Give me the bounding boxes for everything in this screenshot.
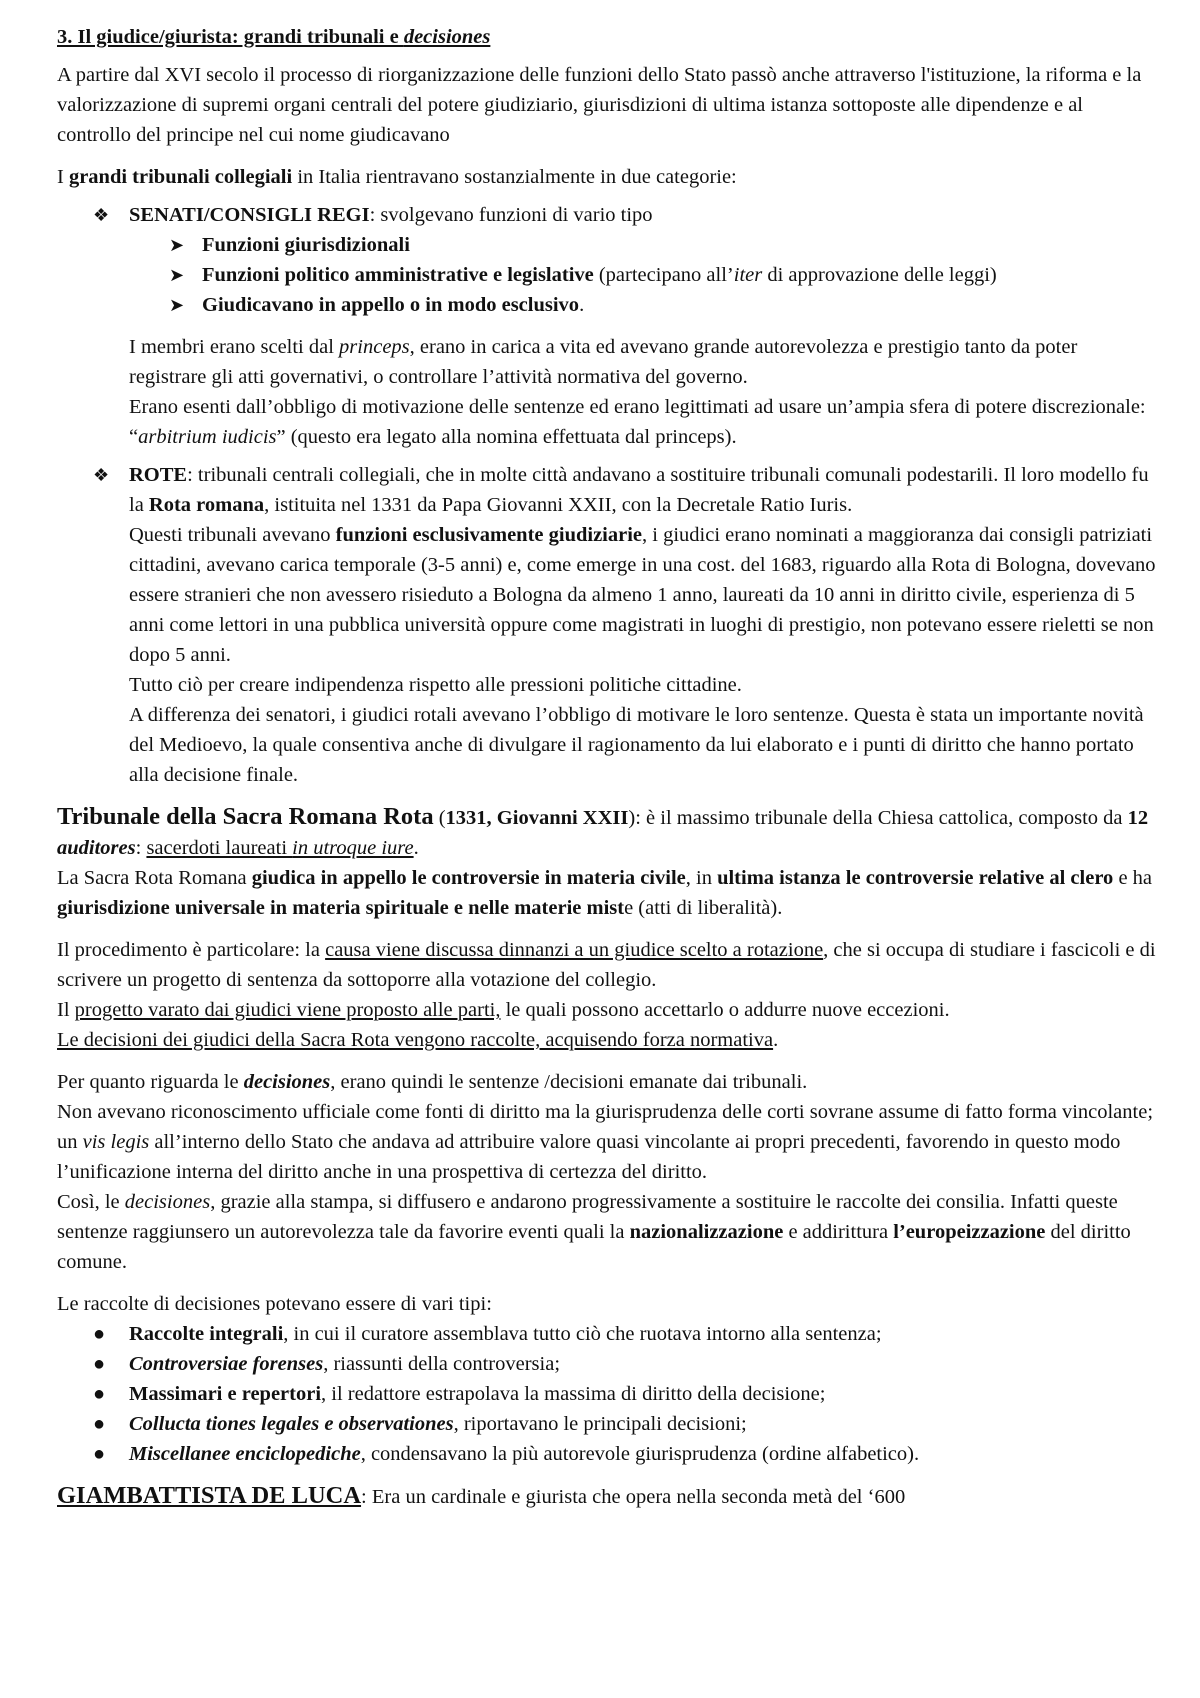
decisiones-recognition: Non avevano riconoscimento ufficiale come fonti di diritto ma la giurisprudenza delle corti sovrane assume di fatto forma vincolante; un vis legis all’interno dello Stato che andava ad attribuire valore quasi vincolante ai propri precedenti, favorendo in questo modo l’unificazione interna del diritto anche in una prospettiva di certezza del diritto. [57,1101,1154,1183]
list-item: ● Raccolte integrali, in cui il curatore assemblava tutto ciò che ruotava intorno alla sentenza; [57,1319,1157,1349]
dot-bullet-icon: ● [93,1383,106,1405]
decisiones-intro: Per quanto riguarda le decisiones, erano quindi le sentenze /decisioni emanate dai tribunali. [57,1071,808,1093]
dot-bullet-icon: ● [93,1323,106,1345]
sacra-rota-title: Tribunale della Sacra Romana Rota [57,803,434,830]
raccolte-intro: Le raccolte di decisiones potevano essere di vari tipi: [57,1293,492,1315]
sub-item-1: ➤ Funzioni giurisdizionali [57,230,1157,260]
senati-title: SENATI/CONSIGLI REGI [129,204,370,226]
sub-item-3: ➤ Giudicavano in appello o in modo esclusivo. [57,290,1157,320]
decisiones-diffusion: Così, le decisiones, grazie alla stampa, si diffusero e andarono progressivamente a sostituire le raccolte dei consilia. Infatti queste sentenze raggiunsero un autorevolezza tale da favorire eventi quali la nazionalizzazione e addirittura l’europeizzazione del diritto comune. [57,1191,1131,1273]
heading-italic: decisiones [403,26,491,48]
raccolte-list [57,1319,1157,1469]
sacra-rota-jurisdiction: La Sacra Rota Romana giudica in appello le controversie in materia civile, in ultima istanza le controversie relative al clero e ha giurisdizione universale in materia spirituale e nelle materie miste (atti di liberalità). [57,867,1153,919]
list-item-rote: ❖ ROTE: tribunali centrali collegiali, che in molte città andavano a sostituire tribunali comunali podestarili. Il loro modello fu la Rota romana, istituita nel 1331 da Papa Giovanni XXII, con la Decretale Ratio Iuris. Questi tribunali avevano funzioni esclusivamente giudiziarie, i giudici erano nominati a maggioranza dai consigli patriziati cittadini, avevano carica temporale (3-5 anni) e, come emerge in una cost. del 1683, riguardo alla Rota di Bologna, dovevano essere stranieri che non avessero risieduto a Bologna da almeno 1 anno, laureati da 10 anni in diritto civile, esperienza di 5 anni come lettori in una pubblica università oppure come magistrati in luoghi di prestigio, non potevano essere rieletti se non dopo 5 anni. Tutto ciò per creare indipendenza rispetto alle pressioni politiche cittadine. A differenza dei senatori, i giudici rotali avevano l’obbligo di motivare le loro sentenze. Questa è stata un importante novità del Medioevo, la quale consentiva anche di divulgare il ragionamento da lui elaborato e i punti di diritto che hanno portato alla decisione finale. [57,460,1157,790]
arrow-bullet-icon: ➤ [169,235,185,255]
section-heading [57,22,1157,52]
rote-motivation-paragraph: A differenza dei senatori, i giudici rotali avevano l’obbligo di motivare le loro sentenze. Questa è stata un importante novità del Medioevo, la quale consentiva anche di divulgare il ragionamento da lui elaborato e i punti di diritto che hanno portato alla decisione finale. [129,704,1144,786]
rote-functions-paragraph: Questi tribunali avevano funzioni esclusivamente giudiziarie, i giudici erano nominati a maggioranza dai consigli patriziati cittadini, avevano carica temporale (3-5 anni) e, come emerge in una cost. del 1683, riguardo alla Rota di Bologna, dovevano essere stranieri che non avessero risieduto a Bologna da almeno 1 anno, laureati da 10 anni in diritto civile, esperienza di 5 anni come lettori in una pubblica università oppure come magistrati in luoghi di prestigio, non potevano essere rieletti se non dopo 5 anni. [129,524,1156,666]
categories-bold: grandi tribunali collegiali [68,166,293,188]
dot-bullet-icon: ● [93,1353,106,1375]
list-item: ● Collucta tiones legales e observationes, riportavano le principali decisioni; [57,1409,1157,1439]
heading-text: 3. Il giudice/giurista: grandi tribunali e [57,26,404,48]
rote-independence-paragraph: Tutto ciò per creare indipendenza rispetto alle pressioni politiche cittadine. [129,674,742,696]
arrow-bullet-icon: ➤ [169,265,185,285]
document-page [57,22,1157,1512]
progetto-paragraph: Il progetto varato dai giudici viene proposto alle parti, le quali possono accettarlo o addurre nuove eccezioni. [57,999,950,1021]
arrow-bullet-icon: ➤ [169,295,185,315]
senati-exemption-paragraph: Erano esenti dall’obbligo di motivazione delle sentenze ed erano legittimati ad usare un’ampia sfera di potere discrezionale: “arbitrium iudicis” (questo era legato alla nomina effettuata dal princeps). [129,396,1146,448]
intro-paragraph: A partire dal XVI secolo il processo di riorganizzazione delle funzioni dello Stato passò anche attraverso l'istituzione, la riforma e la valorizzazione di supremi organi centrali del potere giudiziario, giurisdizioni di ultima istanza sottoposte alle dipendenze e al controllo del principe nel cui nome giudicavano [57,64,1142,146]
diamond-bullet-icon: ❖ [93,465,110,485]
decisioni-raccolte-paragraph: Le decisioni dei giudici della Sacra Rota vengono raccolte, acquisendo forza normativa. [57,1029,779,1051]
senati-details [57,332,1157,452]
dot-bullet-icon: ● [93,1413,106,1435]
list-item-senati [57,200,1157,230]
list-item: ● Controversiae forenses, riassunti della controversia; [57,1349,1157,1379]
sacra-rota-paragraph: Tribunale della Sacra Romana Rota (1331, Giovanni XXII): è il massimo tribunale della Chiesa cattolica, composto da 12 auditores: sacerdoti laureati in utroque iure. [57,803,1149,859]
de-luca-title: GIAMBATTISTA DE LUCA [57,1482,362,1509]
senati-desc: : svolgevano funzioni di vario tipo [369,204,653,226]
procedimento-paragraph: Il procedimento è particolare: la causa viene discussa dinnanzi a un giudice scelto a rotazione, che si occupa di studiare i fascicoli e di scrivere un progetto di sentenza da sottoporre alla votazione del collegio. [57,939,1156,991]
diamond-bullet-icon: ❖ [93,205,110,225]
de-luca-paragraph: GIAMBATTISTA DE LUCA: Era un cardinale e giurista che opera nella seconda metà del ‘600 [57,1482,906,1509]
sub-item-2: ➤ Funzioni politico amministrative e legislative (partecipano all’iter di approvazione delle leggi) [57,260,1157,290]
list-item: ● Massimari e repertori, il redattore estrapolava la massima di diritto della decisione; [57,1379,1157,1409]
dot-bullet-icon: ● [93,1443,106,1465]
rote-title: ROTE [129,464,188,486]
senati-members-paragraph: I membri erano scelti dal princeps, erano in carica a vita ed avevano grande autorevolezza e prestigio tanto da poter registrare gli atti governativi, o controllare l’attività normativa del governo. [129,336,1078,388]
categories-paragraph: I grandi tribunali collegiali in Italia rientravano sostanzialmente in due categorie: [57,166,737,188]
list-item: ● Miscellanee enciclopediche, condensavano la più autorevole giurisprudenza (ordine alfabetico). [57,1439,1157,1469]
